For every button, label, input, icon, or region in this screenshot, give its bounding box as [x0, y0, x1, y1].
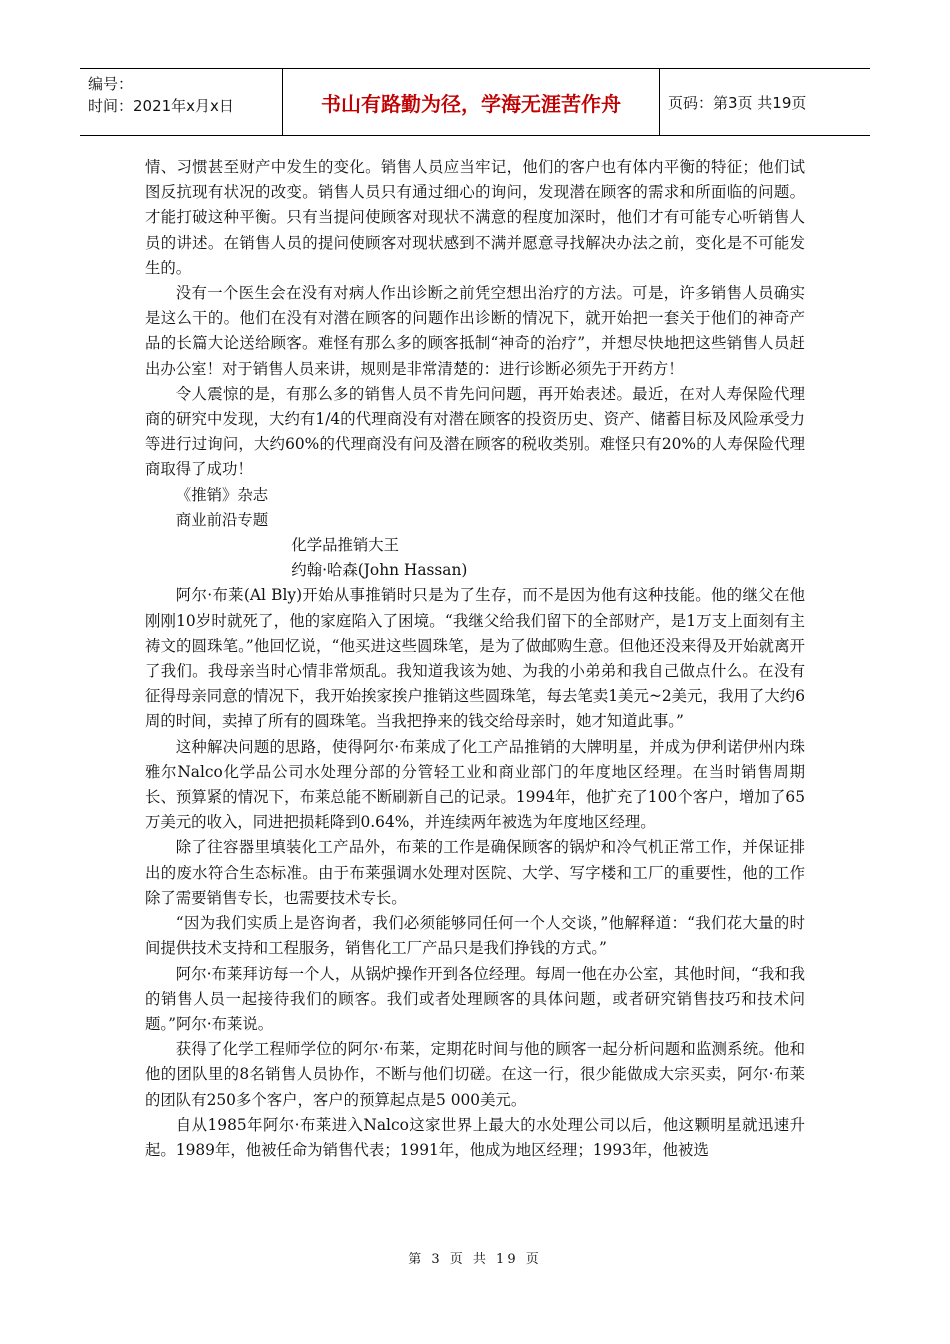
paragraph-continued: 情、习惯甚至财产中发生的变化。销售人员应当牢记，他们的客户也有体内平衡的特征；他们试图反抗现有状况的改变。销售人员只有通过细心的询问，发现潜在顾客的需求和所面临的问题。才能打破这种平衡。只有当提问使顾客对现状不满意的程度加深时，他们才有可能专心听销售人员的讲述。在销售人员的提问使顾客对现状感到不满并愿意寻找解决办法之前，变化是不可能发生的。: [145, 158, 805, 277]
article-author: 约翰·哈森(John Hassan): [291, 561, 468, 580]
header-table: [80, 68, 870, 136]
number-label: 编号：: [88, 75, 134, 93]
paragraph: 阿尔·布莱拜访每一个人，从锅炉操作开到各位经理。每周一他在办公室，其他时间，“我和我的销售人员一起接待我们的顾客。我们或者处理顾客的具体问题，或者研究销售技巧和技术问题。”阿尔·布莱说。: [145, 964, 805, 1033]
document-body: [145, 155, 805, 1163]
paragraph: “因为我们实质上是咨询者，我们必须能够同任何一个人交谈，”他解释道：“我们花大量的时间提供技术支持和工程服务，销售化工厂产品只是我们挣钱的方式。”: [145, 914, 805, 958]
page-info-cell: [660, 69, 870, 135]
page-footer: 第 3 页 共 19 页: [408, 1252, 542, 1267]
paragraph: 令人震惊的是，有那么多的销售人员不肯先问问题，再开始表述。最近，在对人寿保险代理商的研究中发现，大约有1/4的代理商没有对潜在顾客的投资历史、资产、储蓄目标及风险承受力等进行过询问，大约60%的代理商没有问及潜在顾客的税收类别。难怪只有20%的人寿保险代理商取得了成功！: [145, 384, 805, 479]
page-info-text: 页码：第3页 共19页: [668, 93, 807, 112]
source-column: 商业前沿专题: [175, 510, 269, 529]
paragraph: 没有一个医生会在没有对病人作出诊断之前凭空想出治疗的方法。可是，许多销售人员确实是这么干的。他们在没有对潜在顾客的问题作出诊断的情况下，就开始把一套关于他们的神奇产品的长篇大论送给顾客。难怪有那么多的顾客抵制“神奇的治疗”，并想尽快地把这些销售人员赶出办公室！对于销售人员来讲，规则是非常清楚的：进行诊断必须先于开药方！: [145, 284, 805, 378]
paragraph: 获得了化学工程师学位的阿尔·布莱，定期花时间与他的顾客一起分析问题和监测系统。他和他的团队里的8名销售人员协作，不断与他们切磋。在这一行，很少能做成大宗买卖，阿尔·布莱的团队有250多个客户，客户的预算起点是5 000美元。: [145, 1040, 805, 1109]
article-title: 化学品推销大王: [291, 536, 400, 555]
paragraph: 除了往容器里填装化工产品外，布莱的工作是确保顾客的锅炉和冷气机正常工作，并保证排出的废水符合生态标准。由于布莱强调水处理对医院、大学、写字楼和工厂的重要性，他的工作除了需要销售专长，也需要技术专长。: [145, 838, 805, 907]
motto-text: 书山有路勤为径，学海无涯苦作舟: [321, 91, 621, 116]
time-label: 时间：2021年x月x日: [88, 97, 234, 115]
motto-cell: [283, 69, 660, 135]
paragraph: 自从1985年阿尔·布莱进入Nalco这家世界上最大的水处理公司以后，他这颗明星就迅速升起。1989年，他被任命为销售代表；1991年，他成为地区经理；1993年，他被选: [145, 1115, 805, 1159]
paragraph: 阿尔·布莱(Al Bly)开始从事推销时只是为了生存，而不是因为他有这种技能。他的继父在他刚刚10岁时就死了，他的家庭陷入了困境。“我继父给我们留下的全部财产，是1万支上面刻有主祷文的圆珠笔。”他回忆说，“他买进这些圆珠笔，是为了做邮购生意。但他还没来得及开始就离开了我们。我母亲当时心情非常烦乱。我知道我该为她、为我的小弟弟和我自己做点什么。在没有征得母亲同意的情况下，我开始挨家挨户推销这些圆珠笔，每去笔卖1美元~2美元，我用了大约6周的时间，卖掉了所有的圆珠笔。当我把挣来的钱交给母亲时，她才知道此事。”: [145, 586, 805, 731]
paragraph: 这种解决问题的思路，使得阿尔·布莱成了化工产品推销的大牌明星，并成为伊利诺伊州内珠雅尔Nalco化学品公司水处理分部的分管轻工业和商业部门的年度地区经理。在当时销售周期长、预算紧的情况下，布莱总能不断刷新自己的记录。1994年，他扩充了100个客户，增加了65万美元的收入，同进把损耗降到0.64%，并连续两年被选为年度地区经理。: [145, 737, 805, 832]
header-meta-cell: [80, 69, 283, 135]
source-magazine: 《推销》杂志: [175, 485, 269, 504]
